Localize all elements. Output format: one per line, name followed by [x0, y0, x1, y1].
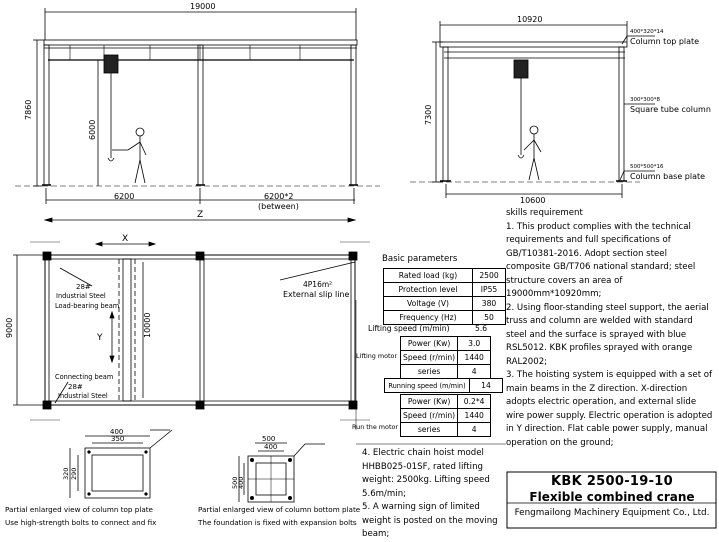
x-label: X — [122, 234, 129, 244]
param-value: 4 — [458, 365, 491, 379]
params-table-running — [384, 378, 503, 393]
notes — [362, 447, 502, 542]
bay-note: 6200*2 — [264, 192, 294, 201]
top-plate-label: Column top plate — [630, 37, 700, 46]
side-view — [410, 21, 655, 198]
front-height-dim: 7860 — [24, 99, 33, 120]
bay-dim: 6200 — [114, 192, 135, 201]
top-plate-caption: Partial enlarged view of column top plate — [5, 505, 153, 514]
param-value: 4 — [458, 423, 491, 437]
param-value: 50 — [473, 311, 506, 325]
param-value: 14 — [470, 379, 503, 393]
param-label: Voltage (V) — [384, 297, 473, 311]
requirement-item: 2. Using floor-standing steel support, the aerial truss and column are welded with standard steel and the surface is sprayed with blue RSL5012. KBK profiles sprayed with orange RAL2002; — [506, 302, 709, 367]
top-plate-inner-dim: 350 — [111, 435, 125, 443]
steel-28a-2: 28# — [68, 383, 83, 391]
param-label: Power (Kw) — [401, 337, 458, 351]
lifting-speed-label: Lifting speed (m/min) — [368, 324, 450, 333]
top-plate-side-2: 290 — [70, 467, 78, 480]
param-label: Rated load (kg) — [384, 269, 473, 283]
param-value: 2500 — [473, 269, 506, 283]
requirement-item: 3. The hoisting system is equipped with a set of main beams in the Z direction. X-direction adopts electric operation, and external slide wire power supply. Electric operation is adopted in Y direction. Flat cable power supply, manual operation on the ground; — [506, 370, 713, 448]
bottom-plate-inner-dim: 400 — [264, 443, 278, 451]
param-row — [384, 269, 506, 283]
title-block — [508, 474, 716, 504]
person-figure — [112, 128, 146, 183]
bay-note-2: (between) — [258, 202, 299, 211]
product-name: Flexible combined crane — [529, 490, 695, 504]
top-plate-spec: 400*320*14 — [630, 29, 664, 35]
y-label: Y — [97, 333, 103, 343]
param-label: series — [401, 365, 458, 379]
params-table-main — [383, 268, 506, 325]
slip-line-label: External slip line — [283, 290, 350, 299]
lifting-speed-value: 5.6 — [475, 324, 488, 333]
param-value: 380 — [473, 297, 506, 311]
top-plate-note: Use high-strength bolts to connect and fix — [5, 518, 157, 527]
bottom-plate-side-2: 400 — [237, 476, 245, 489]
top-plate-side-1: 320 — [62, 467, 70, 480]
param-label: Speed (r/min) — [401, 409, 458, 423]
requirement-item: 1. This product complies with the technical requirements and full specifications of GB/T10381-2016. Adopt section steel composite GB/T706 national standard; steel structure covers an area of 19000mm*10920mm; — [506, 221, 696, 299]
side-width-dim: 10920 — [517, 15, 543, 24]
param-value: 1440 — [458, 409, 491, 423]
params-table-lifting-motor — [400, 336, 491, 379]
base-plate-label: Column base plate — [630, 172, 706, 181]
param-value: IP55 — [473, 283, 506, 297]
base-plate-spec: 500*500*16 — [630, 164, 664, 170]
param-label: Protection level — [384, 283, 473, 297]
params-title: Basic parameters — [382, 254, 458, 264]
param-value: 0.2*4 — [458, 395, 491, 409]
model-number: KBK 2500-19-10 — [551, 474, 673, 489]
front-view — [15, 8, 380, 204]
column-spec: 300*300*8 — [630, 97, 660, 103]
skills-requirements — [506, 207, 714, 450]
param-value: 1440 — [458, 351, 491, 365]
param-label: Running speed (m/min) — [385, 379, 470, 393]
run-motor-group: Run the motor — [352, 423, 398, 431]
industrial-steel-2: Industrial Steel — [58, 392, 108, 400]
param-value: 3.0 — [458, 337, 491, 351]
param-row — [384, 311, 506, 325]
note-item: 5. A warning sign of limited weight is posted on the moving beam; — [362, 502, 498, 539]
connecting-beam-label: Connecting beam — [55, 373, 114, 381]
bottom-plate-detail — [239, 443, 325, 502]
param-row — [384, 283, 506, 297]
top-plate-outer-dim: 400 — [110, 428, 124, 436]
param-row — [384, 297, 506, 311]
side-base-dim: 10600 — [520, 196, 546, 205]
note-item: 4. Electric chain hoist model HHBB025-01SF, rated lifting weight: 2500kg. Lifting speed 5.6m/min; — [362, 448, 490, 499]
requirements-heading: skills requirement — [506, 208, 583, 218]
plan-view — [13, 218, 370, 420]
bottom-plate-caption: Partial enlarged view of column bottom plate — [198, 505, 361, 514]
z-label: Z — [197, 210, 204, 220]
param-label: Frequency (Hz) — [384, 311, 473, 325]
bottom-plate-side-1: 500 — [231, 476, 239, 489]
company-name: Fengmailong Machinery Equipment Co., Ltd. — [514, 508, 710, 518]
param-label: Power (Kw) — [401, 395, 458, 409]
side-height-dim: 7300 — [424, 104, 433, 125]
params-table-run-motor — [400, 394, 491, 437]
inner-span-dim: 10000 — [143, 312, 152, 338]
load-beam-label: Load-bearing beam — [55, 302, 120, 310]
column-label: Square tube column — [630, 105, 711, 114]
bottom-plate-outer-dim: 500 — [262, 435, 276, 443]
steel-28a-1: 28# — [76, 283, 91, 291]
param-label: Speed (r/min) — [401, 351, 458, 365]
hook-height-dim: 6000 — [88, 119, 97, 140]
param-label: series — [401, 423, 458, 437]
front-width-dim: 19000 — [190, 2, 216, 11]
bottom-plate-note: The foundation is fixed with expansion bolts — [198, 518, 357, 527]
slip-line-spec: 4P16m² — [303, 280, 333, 289]
lifting-motor-group: Lifting motor — [356, 352, 398, 360]
span-dim: 9000 — [5, 317, 14, 338]
industrial-steel-1: Industrial Steel — [56, 292, 106, 300]
